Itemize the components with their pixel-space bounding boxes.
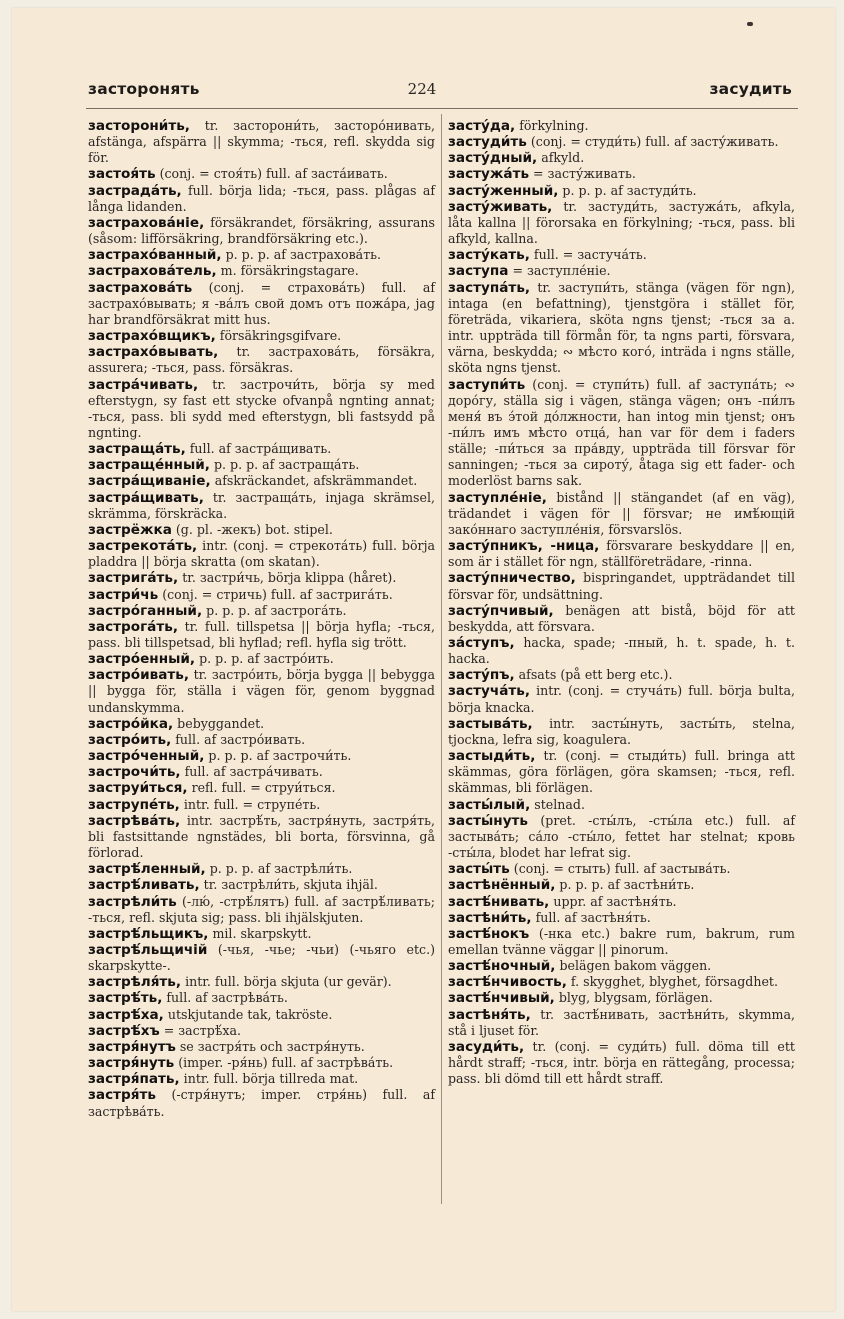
dictionary-entry bbox=[88, 263, 435, 279]
headword: застрахова́ніе, bbox=[88, 214, 205, 231]
headword: засту́женный, bbox=[448, 182, 559, 199]
dictionary-entry bbox=[448, 716, 795, 748]
definition: tr. застри́чь, börja klippa (håret). bbox=[178, 570, 397, 586]
definition: intr. full. = струпе́ть. bbox=[179, 796, 321, 812]
headword: застрога́ть, bbox=[88, 618, 178, 635]
definition: (conj. = ступи́ть) full. af заступа́ть; ∾ доро́гу, ställa sig i vägen, stänga vägen; онъ -пи́лъ меня́ въ э́той до́лжности, han intog min tjenst; онъ -пи́лъ имъ мѣсто отца́, han var för dem i faders ställe; -пи́ться за пра́вду, uppträda till försvar för sanningen; -ться за сироту́, åtaga sig ett fader- och moderlöst barns sak. bbox=[448, 376, 795, 489]
dictionary-entry bbox=[448, 877, 795, 893]
headword: засуди́ть, bbox=[448, 1038, 525, 1055]
dictionary-entry bbox=[88, 441, 435, 457]
dictionary-entry bbox=[448, 377, 795, 490]
headword: застрѣ́льщикъ, bbox=[88, 925, 209, 942]
definition: (conj. = стричь) full. af застрига́ть. bbox=[158, 586, 393, 602]
definition: (conj. = стоя́ть) full. af заста́ивать. bbox=[155, 166, 388, 182]
definition: försäkringsgifvare. bbox=[215, 328, 342, 344]
dictionary-entry bbox=[88, 1023, 435, 1039]
definition: m. försäkringstagare. bbox=[216, 263, 359, 279]
header-rule bbox=[86, 108, 798, 109]
dictionary-entry bbox=[88, 861, 435, 877]
headword: застрахо́ванный, bbox=[88, 247, 222, 264]
dictionary-entry bbox=[448, 166, 795, 182]
definition: utskjutande tak, takröste. bbox=[163, 1006, 333, 1022]
definition: (-стря́нутъ; imper. стря́нь) full. af застрѣва́ть. bbox=[88, 1087, 435, 1119]
definition: full. af застра́чивать. bbox=[180, 764, 323, 780]
headword: застрѣ́ленный, bbox=[88, 861, 206, 878]
headword: застраще́нный, bbox=[88, 457, 210, 474]
definition: tr. заступи́ть, stänga (vägen för ngn), intaga (en befattning), tjenstgöra i stället för, företräda, vikariera, sköta ngns tjenst; -ться за a. intr. uppträda till förmån för, ta ngns parti, försvara, värna, beskydda; ∾ мѣсто кого́, inträda i ngns ställe, sköta ngns tjenst. bbox=[448, 279, 795, 376]
headword: застрахо́вывать, bbox=[88, 344, 219, 361]
definition: intr. засты́нуть, засты́ть, stelna, tjockna, lefra sig, koagulera. bbox=[448, 715, 795, 747]
dictionary-entry bbox=[88, 716, 435, 732]
headword: засту́живать, bbox=[448, 198, 553, 215]
dictionary-entry bbox=[448, 538, 795, 570]
headword: застѣнённый, bbox=[448, 877, 556, 894]
dictionary-entry bbox=[448, 910, 795, 926]
definition: belägen bakom väggen. bbox=[555, 958, 712, 974]
definition: (conj. = страхова́ть) full. af застрахо́вывать; я -ва́лъ свой домъ отъ пожа́ра, jag har brandförsäkrat mitt hus. bbox=[88, 279, 435, 327]
headword: застрѣли́ть bbox=[88, 893, 177, 910]
definition: hacka, spade; -пный, h. t. spade, h. t. hacka. bbox=[448, 635, 795, 667]
headword: застѣ́нокъ bbox=[448, 925, 530, 942]
definition: tr. застраща́ть, injaga skrämsel, skrämma, förskräcka. bbox=[88, 489, 435, 521]
headword: засторони́ть, bbox=[88, 118, 190, 134]
headword: застѣ́нивать, bbox=[448, 893, 550, 910]
definition: f. skygghet, blyghet, försagdhet. bbox=[566, 974, 778, 990]
dictionary-entry bbox=[88, 118, 435, 166]
headword: заструпе́ть, bbox=[88, 796, 180, 813]
ink-dot bbox=[747, 22, 753, 26]
dictionary-entry bbox=[448, 263, 795, 279]
definition: refl. full. = струи́ться. bbox=[187, 780, 336, 796]
headword: застри́чь bbox=[88, 586, 159, 603]
dictionary-entry bbox=[448, 958, 795, 974]
definition: full. af застѣня́ть. bbox=[531, 909, 651, 925]
definition: p. p. p. af застраща́ть. bbox=[209, 457, 360, 473]
headword: застрига́ть, bbox=[88, 570, 179, 587]
dictionary-entry bbox=[88, 570, 435, 586]
definition: full. af застра́щивать. bbox=[185, 441, 332, 457]
headword: застра́щиваніе, bbox=[88, 473, 211, 490]
headword: засты́ть bbox=[448, 861, 510, 878]
headword: засту́да, bbox=[448, 118, 516, 134]
dictionary-entry bbox=[88, 797, 435, 813]
definition: bistånd || stängandet (af en väg), trädandet i vägen för || försvar; не имѣ́ющій зако́ннаго заступле́нія, försvarslös. bbox=[448, 489, 795, 537]
dictionary-entry bbox=[88, 603, 435, 619]
dictionary-entry bbox=[88, 877, 435, 893]
headword: застрѣля́ть, bbox=[88, 974, 182, 991]
definition: intr. full. börja tillreda mat. bbox=[179, 1071, 359, 1087]
headword: застря́пать, bbox=[88, 1071, 180, 1088]
headword: застря́нутъ bbox=[88, 1038, 176, 1055]
dictionary-entry bbox=[88, 538, 435, 570]
definition: afskräckandet, afskrämmandet. bbox=[210, 473, 418, 489]
dictionary-entry bbox=[88, 1039, 435, 1055]
definition: full. af застро́ивать. bbox=[171, 731, 306, 747]
definition: tr. (conj. = суди́ть) full. döma till ett hårdt straff; -ться, intr. börja en rättegång, processa; pass. bli dömd till ett hårdt straff. bbox=[448, 1038, 795, 1087]
definition: försvarare beskyddare || en, som är i stället för ngn, ställföreträdare, -rinna. bbox=[448, 538, 795, 570]
definition: bispringandet, uppträdandet till försvar för, undsättning. bbox=[448, 570, 795, 602]
dictionary-entry bbox=[448, 183, 795, 199]
dictionary-entry bbox=[448, 635, 795, 667]
dictionary-entry bbox=[88, 748, 435, 764]
headword: застря́нуть bbox=[88, 1055, 175, 1072]
definition: = застрѣ́ха. bbox=[159, 1022, 241, 1038]
dictionary-entry bbox=[448, 1039, 795, 1087]
definition: mil. skarpskytt. bbox=[208, 925, 312, 941]
headword: заступа bbox=[448, 263, 509, 280]
dictionary-entry bbox=[88, 813, 435, 861]
definition: p. p. p. af застрочи́ть. bbox=[204, 748, 352, 764]
dictionary-entry bbox=[448, 199, 795, 247]
dictionary-entry bbox=[448, 247, 795, 263]
headword: застоя́ть bbox=[88, 166, 156, 183]
definition: tr. застѣ́нивать, застѣни́ть, skymma, stå i ljuset för. bbox=[448, 1006, 795, 1038]
headword: застрада́ть, bbox=[88, 182, 182, 199]
dictionary-entry bbox=[448, 667, 795, 683]
headword: заступле́ніе, bbox=[448, 489, 547, 506]
definition: full. af застрѣва́ть. bbox=[162, 990, 288, 1006]
dictionary-entry bbox=[88, 490, 435, 522]
dictionary-entry bbox=[88, 377, 435, 442]
definition: full. = застуча́ть. bbox=[529, 247, 647, 263]
headword: застря́ть bbox=[88, 1087, 156, 1104]
definition: tr. застрѣли́ть, skjuta ihjäl. bbox=[199, 877, 378, 893]
dictionary-entry bbox=[88, 280, 435, 328]
definition: p. p. p. af застрога́ть. bbox=[202, 602, 347, 618]
headword: застрѣ́льщичій bbox=[88, 941, 208, 958]
headword: заступа́ть, bbox=[448, 279, 531, 296]
dictionary-entry bbox=[448, 926, 795, 958]
definition: uppr. af застѣня́ть. bbox=[549, 893, 677, 909]
headword: застрѣва́ть, bbox=[88, 812, 181, 829]
definition: intr. (conj. = стрекота́ть) full. börja pladdra || börja skratta (om skatan). bbox=[88, 538, 435, 570]
dictionary-entry bbox=[88, 215, 435, 247]
definition: tr. застрахова́ть, försäkra, assurera; -ться, pass. försäkras. bbox=[88, 344, 435, 376]
dictionary-entry bbox=[448, 797, 795, 813]
dictionary-entry bbox=[88, 1071, 435, 1087]
dictionary-entry bbox=[448, 118, 795, 134]
page-number: 224 bbox=[407, 80, 437, 98]
headword: застро́енный, bbox=[88, 651, 196, 668]
dictionary-entry bbox=[88, 894, 435, 926]
dictionary-entry bbox=[448, 603, 795, 635]
dictionary-entry bbox=[448, 150, 795, 166]
dictionary-entry bbox=[88, 328, 435, 344]
running-header-right: засудить bbox=[709, 80, 792, 98]
dictionary-entry bbox=[88, 183, 435, 215]
definition: stelnad. bbox=[530, 796, 585, 812]
column-divider bbox=[441, 114, 442, 1204]
dictionary-entry bbox=[88, 166, 435, 182]
headword: застыди́ть, bbox=[448, 748, 536, 765]
headword: застрѣ́ливать, bbox=[88, 877, 200, 894]
headword: застыва́ть, bbox=[448, 715, 533, 732]
dictionary-entry bbox=[88, 247, 435, 263]
definition: intr. (conj. = стуча́ть) full. börja bulta, börja knacka. bbox=[448, 683, 795, 715]
headword: застрёжка bbox=[88, 521, 172, 538]
definition: tr. засторони́ть, засторо́нивать, afstänga, afspärra || skymma; -ться, refl. skydda sig för. bbox=[88, 118, 435, 166]
definition: (pret. -сты́лъ, -сты́ла etc.) full. af застыва́ть; са́ло -сты́ло, fettet har stelnat; кровь -сты́ла, blodet har lefrat sig. bbox=[448, 812, 795, 861]
definition: full. börja lida; -ться, pass. plågas af långa lidanden. bbox=[88, 182, 435, 214]
headword: застрекота́ть, bbox=[88, 538, 198, 555]
headword: засты́лый, bbox=[448, 796, 531, 813]
definition: (imper. -ря́нь) full. af застрѣва́ть. bbox=[174, 1055, 394, 1071]
definition: (-нка etc.) bakre rum, bakrum, rum emellan tvänne väggar || pinorum. bbox=[448, 925, 795, 957]
dictionary-entry bbox=[448, 813, 795, 861]
dictionary-entry bbox=[88, 619, 435, 651]
headword: застрѣ́хъ bbox=[88, 1022, 160, 1039]
right-column bbox=[448, 118, 795, 1087]
definition: (-лю́, -стрѣ́лятъ) full. af застрѣ́ливать; -ться, refl. skjuta sig; pass. bli ihjälskjuten. bbox=[88, 893, 435, 925]
headword: застрахова́тель, bbox=[88, 263, 217, 280]
dictionary-entry bbox=[88, 1007, 435, 1023]
headword: засты́нуть bbox=[448, 812, 529, 829]
definition: (g. pl. -жекъ) bot. stipel. bbox=[171, 521, 333, 537]
headword: засту́пчивый, bbox=[448, 602, 554, 619]
headword: застро́ченный, bbox=[88, 748, 205, 765]
dictionary-entry bbox=[448, 974, 795, 990]
headword: застрахо́вщикъ, bbox=[88, 328, 216, 345]
definition: försäkrandet, försäkring, assurans (såsom: lifförsäkring, brandförsäkring etc.). bbox=[88, 214, 435, 247]
dictionary-entry bbox=[448, 570, 795, 602]
dictionary-entry bbox=[88, 457, 435, 473]
headword: застрочи́ть, bbox=[88, 764, 181, 781]
definition: förkylning. bbox=[515, 118, 589, 133]
definition: benägen att bistå, böjd för att beskydda, att försvara. bbox=[448, 602, 795, 634]
dictionary-entry bbox=[88, 926, 435, 942]
dictionary-entry bbox=[88, 1087, 435, 1119]
definition: intr. застрѣ́ть, застря́нуть, застря́ть, bli fastsittande ngnstädes, bli borta, försvinna, gå förlorad. bbox=[88, 812, 435, 861]
definition: p. p. p. af застуди́ть. bbox=[558, 182, 697, 198]
headword: застро́ивать, bbox=[88, 667, 190, 684]
headword: засту́кать, bbox=[448, 247, 530, 264]
headword: застраща́ть, bbox=[88, 441, 186, 458]
definition: bebyggandet. bbox=[173, 715, 265, 731]
dictionary-entry bbox=[88, 974, 435, 990]
headword: застуди́ть bbox=[448, 134, 527, 151]
headword: застро́ганный, bbox=[88, 602, 203, 619]
headword: за́ступъ, bbox=[448, 635, 515, 651]
definition: tr. застуди́ть, застужа́ть, afkyla, låta kallna || förorsaka en förkylning; -ться, pass. bli afkyld, kallna. bbox=[448, 198, 795, 247]
definition: = заступле́ніе. bbox=[508, 263, 611, 279]
definition: p. p. p. af застрахова́ть. bbox=[221, 247, 382, 263]
dictionary-entry bbox=[88, 990, 435, 1006]
dictionary-entry bbox=[448, 280, 795, 377]
headword: заструи́ться, bbox=[88, 780, 188, 797]
definition: tr. застро́ить, börja bygga || bebygga || bygga för, ställa i vägen för, genom byggnad undanskymma. bbox=[88, 667, 435, 715]
headword: застрѣ́ха, bbox=[88, 1006, 164, 1023]
dictionary-entry bbox=[88, 473, 435, 489]
headword: застѣ́нчивый, bbox=[448, 990, 555, 1007]
dictionary-entry bbox=[88, 780, 435, 796]
dictionary-entry bbox=[88, 732, 435, 748]
headword: застрахова́ть bbox=[88, 279, 193, 296]
dictionary-entry bbox=[448, 683, 795, 715]
headword: застро́йка, bbox=[88, 715, 174, 732]
headword: засту́пникъ, -ница, bbox=[448, 538, 600, 555]
definition: afsats (på ett berg etc.). bbox=[514, 667, 673, 683]
dictionary-entry bbox=[88, 522, 435, 538]
dictionary-entry bbox=[88, 651, 435, 667]
headword: засту́пъ, bbox=[448, 667, 515, 684]
headword: застѣ́нчивость, bbox=[448, 974, 567, 991]
dictionary-entry bbox=[448, 134, 795, 150]
dictionary-entry bbox=[88, 344, 435, 376]
definition: p. p. p. af застро́ить. bbox=[195, 651, 334, 667]
dictionary-entry bbox=[88, 942, 435, 974]
headword: застра́чивать, bbox=[88, 376, 199, 393]
headword: засту́дный, bbox=[448, 150, 538, 167]
definition: tr. (conj. = стыди́ть) full. bringa att skämmas, göra förlägen, göra skamsen; -ться, refl. skämmas, bli förlägen. bbox=[448, 748, 795, 796]
headword: застужа́ть bbox=[448, 166, 530, 183]
headword: застрѣ́ть, bbox=[88, 990, 163, 1007]
dictionary-entry bbox=[88, 1055, 435, 1071]
definition: se застря́ть och застря́нуть. bbox=[175, 1038, 365, 1054]
definition: intr. full. börja skjuta (ur gevär). bbox=[181, 974, 392, 990]
dictionary-entry bbox=[448, 894, 795, 910]
definition: blyg, blygsam, förlägen. bbox=[554, 990, 713, 1006]
definition: tr. full. tillspetsa || börja hyfla; -ться, pass. bli tillspetsad, bli hyflad; refl. hyfla sig trött. bbox=[88, 618, 435, 650]
headword: засту́пничество, bbox=[448, 570, 576, 587]
headword: застро́ить, bbox=[88, 731, 172, 748]
headword: застуча́ть, bbox=[448, 683, 531, 700]
dictionary-entry bbox=[448, 1007, 795, 1039]
definition: tr. застрочи́ть, börja sy med efterstygn, sy fast ett stycke ofvanpå ngnting annat; -ться, pass. bli sydd med efterstygn, bli fastsydd på ngnting. bbox=[88, 376, 435, 440]
definition: p. p. p. af застрѣли́ть. bbox=[205, 861, 353, 877]
dictionary-entry bbox=[448, 990, 795, 1006]
headword: застѣня́ть, bbox=[448, 1006, 531, 1023]
headword: застра́щивать, bbox=[88, 489, 204, 506]
definition: afkyld. bbox=[537, 150, 585, 166]
left-column bbox=[88, 118, 435, 1120]
definition: (conj. = стыть) full. af застыва́ть. bbox=[509, 861, 731, 877]
headword: застѣ́ночный, bbox=[448, 958, 556, 975]
headword: застѣни́ть, bbox=[448, 909, 532, 926]
definition: (-чья, -чье; -чьи) (-чьяго etc.) skarpskytte-. bbox=[88, 941, 435, 974]
headword: заступи́ть bbox=[448, 376, 526, 393]
running-header-left: засторонять bbox=[88, 80, 200, 98]
dictionary-entry bbox=[448, 861, 795, 877]
dictionary-entry bbox=[448, 490, 795, 538]
dictionary-entry bbox=[88, 587, 435, 603]
definition: (conj. = студи́ть) full. af засту́живать. bbox=[526, 134, 779, 150]
dictionary-entry bbox=[448, 748, 795, 796]
dictionary-entry bbox=[88, 764, 435, 780]
dictionary-entry bbox=[88, 667, 435, 715]
definition: = засту́живать. bbox=[529, 166, 636, 182]
definition: p. p. p. af застѣни́ть. bbox=[555, 877, 695, 893]
